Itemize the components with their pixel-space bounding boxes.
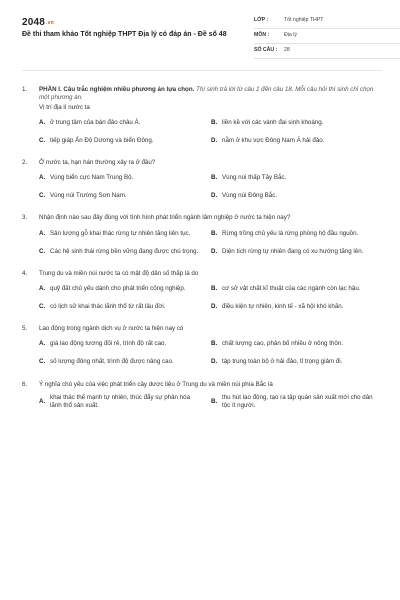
- meta-label: LỚP :: [254, 17, 269, 24]
- meta-value: Địa lý: [284, 32, 297, 39]
- answer-option[interactable]: [39, 135, 211, 147]
- meta-row-subject: [254, 29, 400, 44]
- section-heading: PHẦN I. Câu trắc nghiệm nhiều phương án lựa chọn.: [39, 86, 195, 93]
- site-logo[interactable]: [22, 16, 54, 30]
- answer-option[interactable]: [39, 172, 211, 184]
- option-text: liền kề với các vành đai sinh khoáng.: [222, 118, 324, 126]
- answer-option[interactable]: [39, 246, 211, 258]
- option-text: quỹ đất chủ yếu dành cho phát triển công nghiệp.: [50, 284, 186, 292]
- option-letter: A.: [39, 398, 46, 406]
- option-letter: B.: [211, 118, 218, 126]
- option-letter: A.: [39, 340, 46, 348]
- option-text: tiếp giáp Ấn Độ Dương và biển Đông.: [50, 136, 154, 144]
- question-number: 5.: [22, 325, 28, 333]
- question-list: [22, 86, 382, 423]
- option-letter: A.: [39, 118, 46, 126]
- question-item: [22, 381, 382, 411]
- option-text: ở trung tâm của bán đảo châu Á.: [50, 118, 141, 126]
- answer-option[interactable]: [211, 246, 382, 258]
- option-letter: B.: [211, 398, 218, 406]
- meta-label: SỐ CÂU :: [254, 47, 278, 54]
- answer-option[interactable]: [211, 228, 382, 240]
- option-text: tập trung toàn bộ ở hải đảo, tỉ trọng giảm đi.: [222, 358, 343, 366]
- logo-text: 2048: [22, 17, 46, 28]
- option-text: thu hút lao động, tạo ra tập quán sản xuất mới cho dân tộc ít người.: [222, 393, 373, 410]
- answer-options: [22, 394, 382, 411]
- answer-option[interactable]: [211, 135, 382, 147]
- option-letter: B.: [211, 340, 218, 348]
- question-text: Lao động trong ngành dịch vụ ở nước ta hiện nay có: [39, 325, 184, 333]
- meta-label: MÔN :: [254, 32, 270, 39]
- option-text: Diện tích rừng tự nhiên đang có xu hướng tăng lên.: [222, 247, 364, 255]
- option-letter: A.: [39, 174, 46, 182]
- option-text: điều kiện tự nhiên, kinh tế - xã hội khó khăn.: [222, 302, 344, 310]
- answer-option[interactable]: [211, 190, 382, 202]
- question-text: Trung du và miền núi nước ta có mật độ dân số thấp là do: [39, 269, 199, 277]
- meta-row-count: [254, 44, 400, 59]
- option-letter: C.: [39, 136, 46, 144]
- option-letter: D.: [211, 302, 218, 310]
- option-text: Vùng núi Trường Sơn Nam.: [50, 192, 127, 200]
- answer-options: [22, 228, 382, 258]
- option-text: Sản lượng gỗ khai thác rừng tự nhiên tăng liên tục.: [50, 229, 191, 237]
- option-text: Vùng biển cực Nam Trung Bộ.: [50, 174, 134, 182]
- answer-option[interactable]: [39, 117, 211, 129]
- answer-option[interactable]: [211, 339, 382, 351]
- question-number: 3.: [22, 214, 28, 222]
- question-item: [22, 325, 382, 368]
- answer-option[interactable]: [39, 190, 211, 202]
- answer-option[interactable]: [211, 394, 382, 411]
- question-item: [22, 270, 382, 313]
- option-letter: A.: [39, 284, 46, 292]
- document-header: [22, 14, 382, 64]
- option-text: giá lao động tương đối rẻ, trình độ rất cao.: [50, 340, 167, 348]
- question-item: [22, 214, 382, 257]
- meta-value: Tốt nghiệp THPT: [284, 17, 324, 24]
- option-text: khai thác thế mạnh tự nhiên, thúc đẩy sự phân hóa lãnh thổ sản xuất.: [50, 393, 191, 410]
- answer-option[interactable]: [39, 339, 211, 351]
- document-meta: [254, 14, 400, 59]
- option-letter: D.: [211, 136, 218, 144]
- option-letter: B.: [211, 174, 218, 182]
- answer-options: [22, 283, 382, 313]
- option-text: chất lượng cao, phân bố nhiều ở nông thôn.: [222, 340, 343, 348]
- option-text: Vùng núi Đông Bắc.: [222, 192, 278, 200]
- option-text: Rừng trồng chủ yếu là rừng phòng hộ đầu nguồn.: [222, 229, 359, 237]
- answer-option[interactable]: [39, 301, 211, 313]
- section-instruction: Thí sinh trả lời từ câu 1 đến câu 18. Mỗi câu hỏi thí sinh chỉ chọn một phương án.: [39, 86, 374, 102]
- question-item: [22, 159, 382, 202]
- option-letter: C.: [39, 302, 46, 310]
- question-item: [22, 86, 382, 147]
- option-text: số lượng đông nhất, trình độ được nâng cao.: [50, 358, 174, 366]
- question-text: [39, 86, 382, 103]
- question-stem: Vị trí địa lí nước ta: [39, 103, 90, 111]
- header-divider: [22, 70, 382, 71]
- option-letter: D.: [211, 247, 218, 255]
- answer-option[interactable]: [211, 283, 382, 295]
- document-title: Đề thi tham khảo Tốt nghiệp THPT Địa lý có đáp án - Đề số 48: [22, 31, 227, 38]
- option-letter: D.: [211, 192, 218, 200]
- answer-options: [22, 339, 382, 369]
- answer-option[interactable]: [211, 172, 382, 184]
- answer-option[interactable]: [39, 394, 211, 411]
- answer-options: [22, 117, 382, 147]
- option-letter: D.: [211, 358, 218, 366]
- question-text: Ở nước ta, hạn hán thường xảy ra ở đâu?: [39, 159, 156, 167]
- answer-option[interactable]: [39, 228, 211, 240]
- answer-options: [22, 172, 382, 202]
- option-letter: A.: [39, 229, 46, 237]
- logo-suffix: .vn: [46, 20, 54, 26]
- option-text: Vùng núi thấp Tây Bắc.: [222, 174, 287, 182]
- meta-value: 28: [284, 47, 290, 54]
- question-text: Ý nghĩa chủ yếu của việc phát triển cây dược liệu ở Trung du và miền núi phía Bắc là: [39, 380, 273, 388]
- question-text: Nhận định nào sau đây đúng với tình hình phát triển ngành lâm nghiệp ở nước ta hiện nay?: [39, 214, 291, 222]
- option-letter: C.: [39, 192, 46, 200]
- option-text: cơ sở vật chất kĩ thuật của các ngành còn lạc hậu.: [222, 284, 361, 292]
- meta-row-class: [254, 14, 400, 29]
- question-number: 6.: [22, 380, 28, 388]
- question-number: 2.: [22, 159, 28, 167]
- answer-option[interactable]: [211, 301, 382, 313]
- answer-option[interactable]: [211, 357, 382, 369]
- option-text: có lịch sử khai thác lãnh thổ từ rất lâu đời.: [50, 302, 166, 310]
- answer-option[interactable]: [39, 357, 211, 369]
- option-letter: B.: [211, 229, 218, 237]
- option-letter: B.: [211, 284, 218, 292]
- option-letter: C.: [39, 358, 46, 366]
- question-number: 4.: [22, 269, 28, 277]
- option-letter: C.: [39, 247, 46, 255]
- question-number: 1.: [22, 86, 28, 93]
- answer-option[interactable]: [211, 117, 382, 129]
- answer-option[interactable]: [39, 283, 211, 295]
- option-text: nằm ở khu vực Đông Nam Á hải đảo.: [222, 136, 325, 144]
- option-text: Các hệ sinh thái rừng bền vững đang được chú trọng.: [50, 247, 199, 255]
